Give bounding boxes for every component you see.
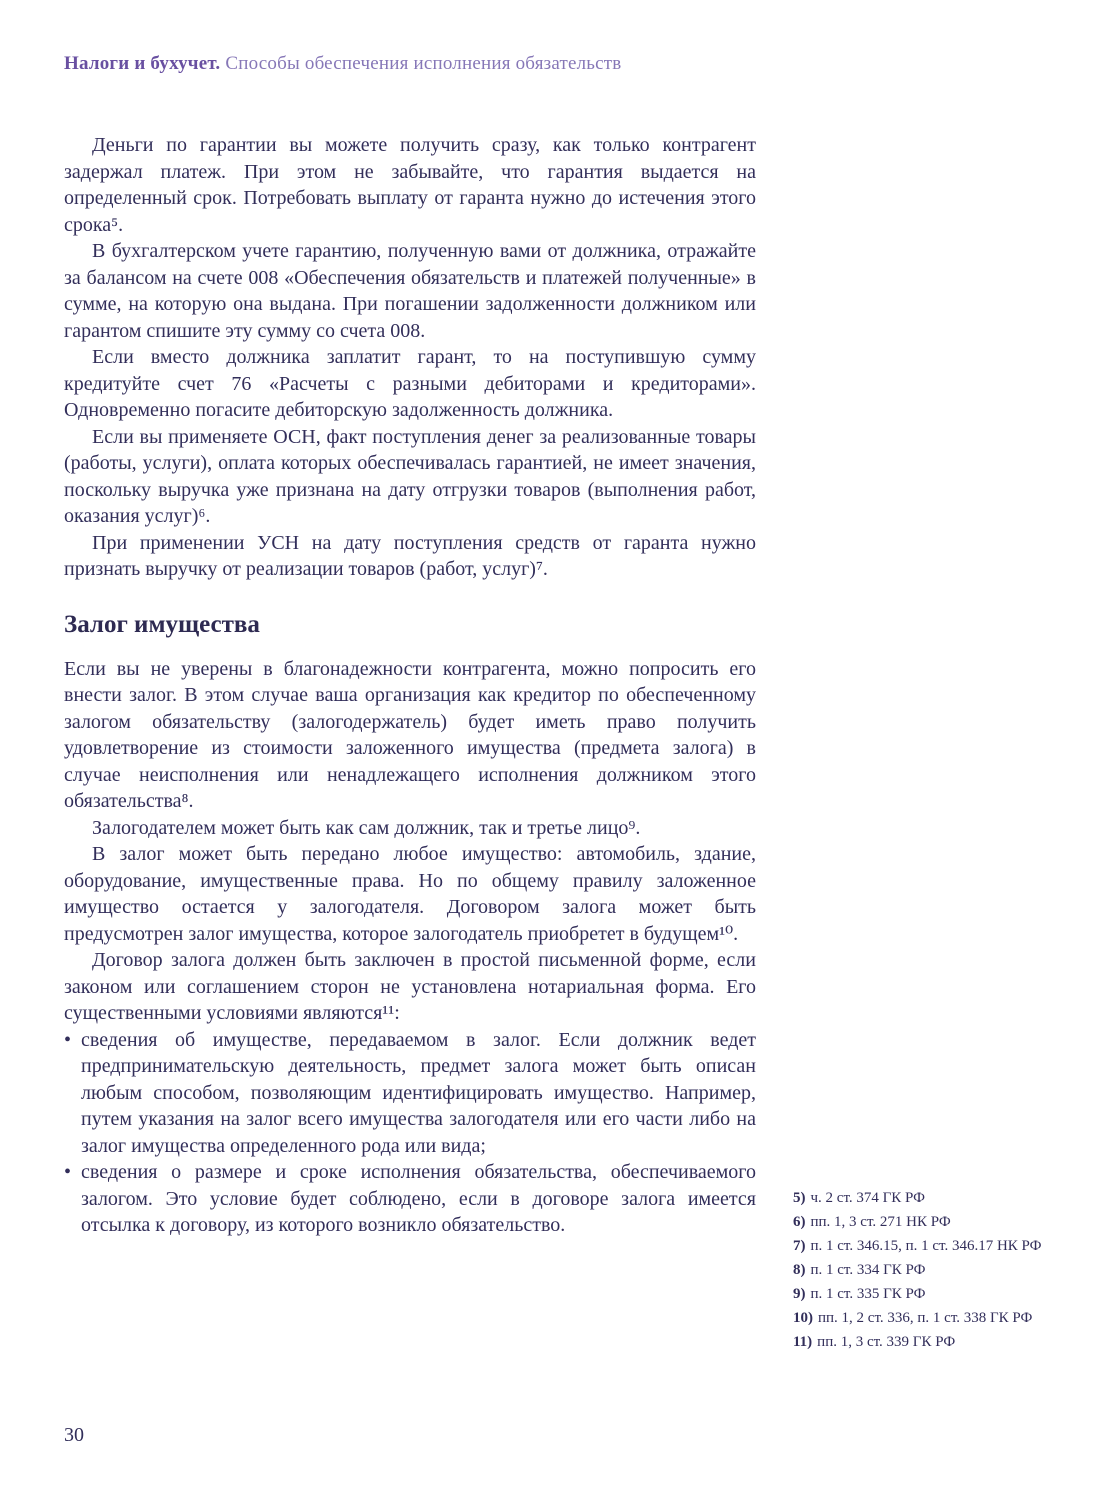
list-item-text: сведения об имуществе, передаваемом в залог. Если должник ведет предпринимательскую деятельность, предмет залога может быть описан любым способом, позволяющим идентифицировать имущество. Например, путем указания на залог всего имущества залогодателя или его части либо на залог имущества определенного рода или вида; — [81, 1028, 756, 1157]
header-title-rest: Способы обеспечения исполнения обязательств — [220, 53, 622, 74]
body-column — [64, 132, 756, 1239]
header-title-bold: Налоги и бухучет. — [64, 53, 221, 74]
running-header — [64, 52, 621, 76]
list-item-text: сведения о размере и сроке исполнения обязательства, обеспечиваемого залогом. Это условие будет соблюдено, если в договоре залога имеется отсылка к договору, из которого возникло обязательство. — [81, 1161, 756, 1236]
footnote-number: 8) — [793, 1262, 806, 1278]
footnote-item — [793, 1212, 1073, 1232]
footnote-text: пп. 1, 3 ст. 271 НК РФ — [810, 1214, 951, 1230]
footnote-number: 6) — [793, 1214, 806, 1230]
section-heading: Залог имущества — [64, 610, 260, 638]
footnote-text: пп. 1, 2 ст. 336, п. 1 ст. 338 ГК РФ — [818, 1310, 1033, 1326]
footnote-text: ч. 2 ст. 374 ГК РФ — [810, 1190, 925, 1206]
footnote-text: п. 1 ст. 346.15, п. 1 ст. 346.17 НК РФ — [810, 1238, 1042, 1254]
bullet-icon: • — [64, 1028, 72, 1051]
paragraph: Если вместо должника заплатит гарант, то на поступившую сумму кредитуйте счет 76 «Расчеты с разными дебиторами и кредиторами». Одновременно погасите дебиторскую задолженность должника. — [64, 346, 756, 421]
footnote-number: 11) — [793, 1334, 813, 1350]
paragraph: Если вы применяете ОСН, факт поступления денег за реализованные товары (работы, услуги), оплата которых обеспечивалась гарантией, не имеет значения, поскольку выручка уже признана на дату отгрузки товаров (выполнения работ, оказания услуг)⁶. — [64, 425, 756, 527]
footnote-text: пп. 1, 3 ст. 339 ГК РФ — [817, 1334, 956, 1350]
paragraph: При применении УСН на дату поступления средств от гаранта нужно признать выручку от реализации товаров (работ, услуг)⁷. — [64, 531, 756, 580]
paragraph: Договор залога должен быть заключен в простой письменной форме, если законом или соглашением сторон не установлена нотариальная форма. Его существенными условиями являются¹¹: — [64, 949, 756, 1024]
footnote-text: п. 1 ст. 335 ГК РФ — [810, 1286, 926, 1302]
bullet-list — [64, 1027, 756, 1239]
footnote-text: п. 1 ст. 334 ГК РФ — [810, 1262, 926, 1278]
footnote-item — [793, 1284, 1073, 1304]
page-number: 30 — [64, 1424, 84, 1446]
footnotes-sidebar — [793, 1188, 1073, 1356]
paragraph: В бухгалтерском учете гарантию, полученную вами от должника, отражайте за балансом на счете 008 «Обеспечения обязательств и платежей полученные» в сумме, на которую она выдана. При погашении задолженности должником или гарантом спишите эту сумму со счета 008. — [64, 240, 756, 342]
paragraph: Деньги по гарантии вы можете получить сразу, как только контрагент задержал платеж. При этом не забывайте, что гарантия выдается на определенный срок. Потребовать выплату от гаранта нужно до истечения этого срока⁵. — [64, 134, 756, 236]
footnote-item — [793, 1332, 1073, 1352]
footnote-item — [793, 1188, 1073, 1208]
footnote-number: 7) — [793, 1238, 806, 1254]
paragraph: В залог может быть передано любое имущество: автомобиль, здание, оборудование, имущественные права. Но по общему правилу заложенное имущество остается у залогодателя. Договором залога может быть предусмотрен залог имущества, которое залогодатель приобретет в будущем¹⁰. — [64, 843, 756, 945]
footnote-item — [793, 1236, 1073, 1256]
list-item — [64, 1159, 756, 1239]
paragraph: Если вы не уверены в благонадежности контрагента, можно попросить его внести залог. В этом случае ваша организация как кредитор по обеспеченному залогом обязательству (залогодержатель) будет иметь право получить удовлетворение из стоимости заложенного имущества (предмета залога) в случае неисполнения или ненадлежащего исполнения должником этого обязательства⁸. — [64, 657, 756, 812]
footnote-item — [793, 1308, 1073, 1328]
footnote-number: 10) — [793, 1310, 813, 1326]
paragraph: Залогодателем может быть как сам должник, так и третье лицо⁹. — [92, 816, 641, 839]
list-item — [64, 1027, 756, 1160]
bullet-icon: • — [64, 1161, 72, 1183]
footnote-number: 5) — [793, 1190, 806, 1206]
footnote-number: 9) — [793, 1286, 806, 1302]
footnote-item — [793, 1260, 1073, 1280]
